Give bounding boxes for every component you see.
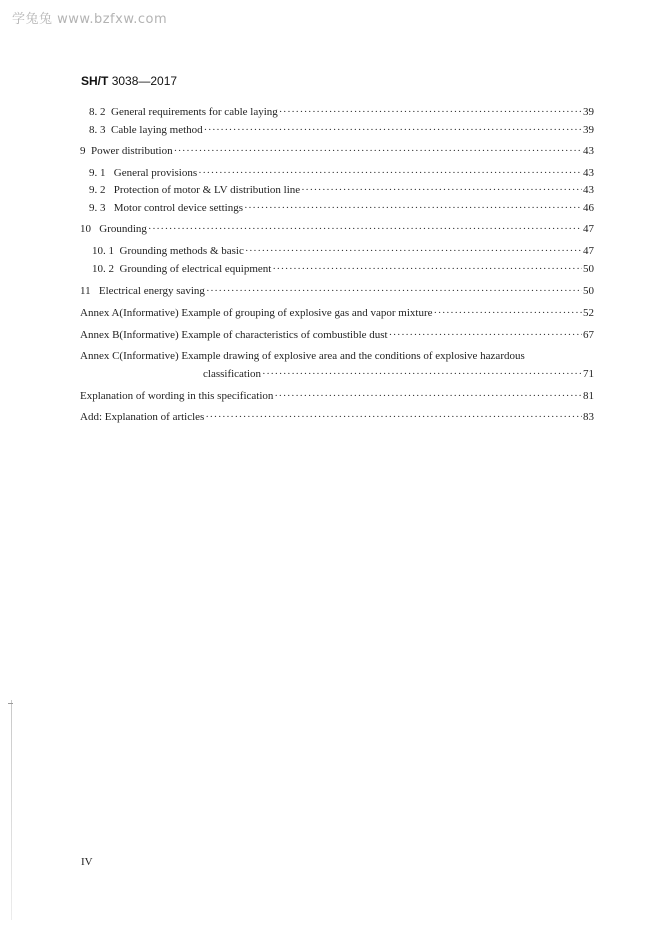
toc-entry-number: 11 — [80, 285, 91, 297]
toc-entry-title: Explanation of wording in this specification — [80, 390, 274, 402]
toc-entry-8-2[interactable] — [89, 105, 594, 119]
toc-entry-title: Power distribution — [91, 145, 173, 157]
leader-dots — [279, 105, 582, 119]
toc-entry-8-3[interactable] — [89, 123, 594, 137]
toc-entry-page: 71 — [583, 368, 594, 380]
toc-entry-number: 10 — [80, 223, 91, 235]
leader-dots — [301, 183, 582, 197]
toc-entry-title-continuation: classification — [203, 368, 262, 380]
toc-entry-page: 43 — [583, 167, 594, 179]
document-code-number: 3038—2017 — [111, 74, 178, 88]
toc-entry-number: Annex A — [80, 307, 120, 319]
toc-entry-page: 67 — [583, 329, 594, 341]
toc-entry-number: 9. 3 — [89, 202, 106, 214]
leader-dots — [274, 389, 582, 403]
toc-entry-title: Grounding methods & basic — [119, 245, 244, 257]
toc-entry-page: 43 — [583, 184, 594, 196]
toc-entry-annex-c[interactable] — [80, 349, 525, 363]
toc-entry-9-1[interactable] — [89, 166, 594, 180]
leader-dots — [389, 328, 582, 342]
toc-entry-9[interactable] — [80, 144, 594, 158]
toc-entry-title: Motor control device settings — [113, 202, 243, 214]
leader-dots — [245, 244, 582, 258]
leader-dots — [198, 166, 582, 180]
leader-dots — [148, 222, 582, 236]
toc-entry-title: General provisions — [113, 167, 198, 179]
toc-entry-title: Protection of motor & LV distribution line — [113, 184, 301, 196]
toc-entry-page: 47 — [583, 245, 594, 257]
toc-entry-10-2[interactable] — [92, 262, 594, 276]
toc-entry-page: 83 — [583, 411, 594, 423]
toc-entry-explanation-of-wording[interactable] — [80, 389, 594, 403]
toc-entry-annex-b[interactable] — [80, 328, 594, 342]
toc-entry-page: 43 — [583, 145, 594, 157]
toc-entry-page: 39 — [583, 106, 594, 118]
toc-entry-title: (Informative) Example of grouping of explosive gas and vapor mixture — [119, 307, 433, 319]
toc-entry-title: (Informative) Example of characteristics of combustible dust — [119, 329, 388, 341]
leader-dots — [262, 367, 582, 381]
toc-entry-number: 9 — [80, 145, 86, 157]
toc-entry-title: (Informative) Example drawing of explosive area and the conditions of explosive hazardous — [119, 350, 525, 362]
toc-entry-page: 52 — [583, 307, 594, 319]
toc-entry-10[interactable] — [80, 222, 594, 236]
toc-entry-annex-a[interactable] — [80, 306, 594, 320]
toc-entry-title: General requirements for cable laying — [111, 106, 278, 118]
leader-dots — [244, 201, 582, 215]
toc-entry-page: 81 — [583, 390, 594, 402]
toc-entry-page: 50 — [583, 263, 594, 275]
toc-entry-title: Cable laying method — [111, 124, 203, 136]
watermark: 学兔兔 www.bzfxw.com — [12, 12, 168, 27]
toc-entry-number: Annex C — [80, 350, 120, 362]
toc-entry-number: 9. 1 — [89, 167, 106, 179]
toc-entry-number: 10. 1 — [92, 245, 114, 257]
page-number: IV — [81, 856, 93, 868]
toc-entry-title: Add: Explanation of articles — [80, 411, 205, 423]
document-code — [81, 74, 177, 88]
toc-entry-page: 47 — [583, 223, 594, 235]
toc-entry-11[interactable] — [80, 284, 594, 298]
toc-entry-page: 46 — [583, 202, 594, 214]
toc-entry-number: Annex B — [80, 329, 120, 341]
leader-dots — [205, 410, 582, 424]
leader-dots — [174, 144, 582, 158]
toc-entry-number: 9. 2 — [89, 184, 106, 196]
toc-entry-page: 39 — [583, 124, 594, 136]
toc-entry-number: 8. 2 — [89, 106, 106, 118]
binding-margin-line — [11, 700, 12, 920]
toc-entry-annex-c-continued[interactable] — [203, 367, 594, 381]
toc-entry-title: Electrical energy saving — [98, 285, 205, 297]
toc-entry-9-2[interactable] — [89, 183, 594, 197]
toc-entry-number: 10. 2 — [92, 263, 114, 275]
leader-dots — [206, 284, 582, 298]
toc-entry-number: 8. 3 — [89, 124, 106, 136]
leader-dots — [272, 262, 582, 276]
toc-entry-10-1[interactable] — [92, 244, 594, 258]
toc-entry-9-3[interactable] — [89, 201, 594, 215]
toc-entry-title: Grounding — [99, 223, 147, 235]
toc-entry-page: 50 — [583, 285, 594, 297]
leader-dots — [434, 306, 582, 320]
toc-entry-title: Grounding of electrical equipment — [119, 263, 272, 275]
document-code-prefix: SH/T — [81, 74, 109, 88]
toc-entry-explanation-of-articles[interactable] — [80, 410, 594, 424]
binding-margin-tick — [8, 703, 13, 704]
leader-dots — [204, 123, 582, 137]
